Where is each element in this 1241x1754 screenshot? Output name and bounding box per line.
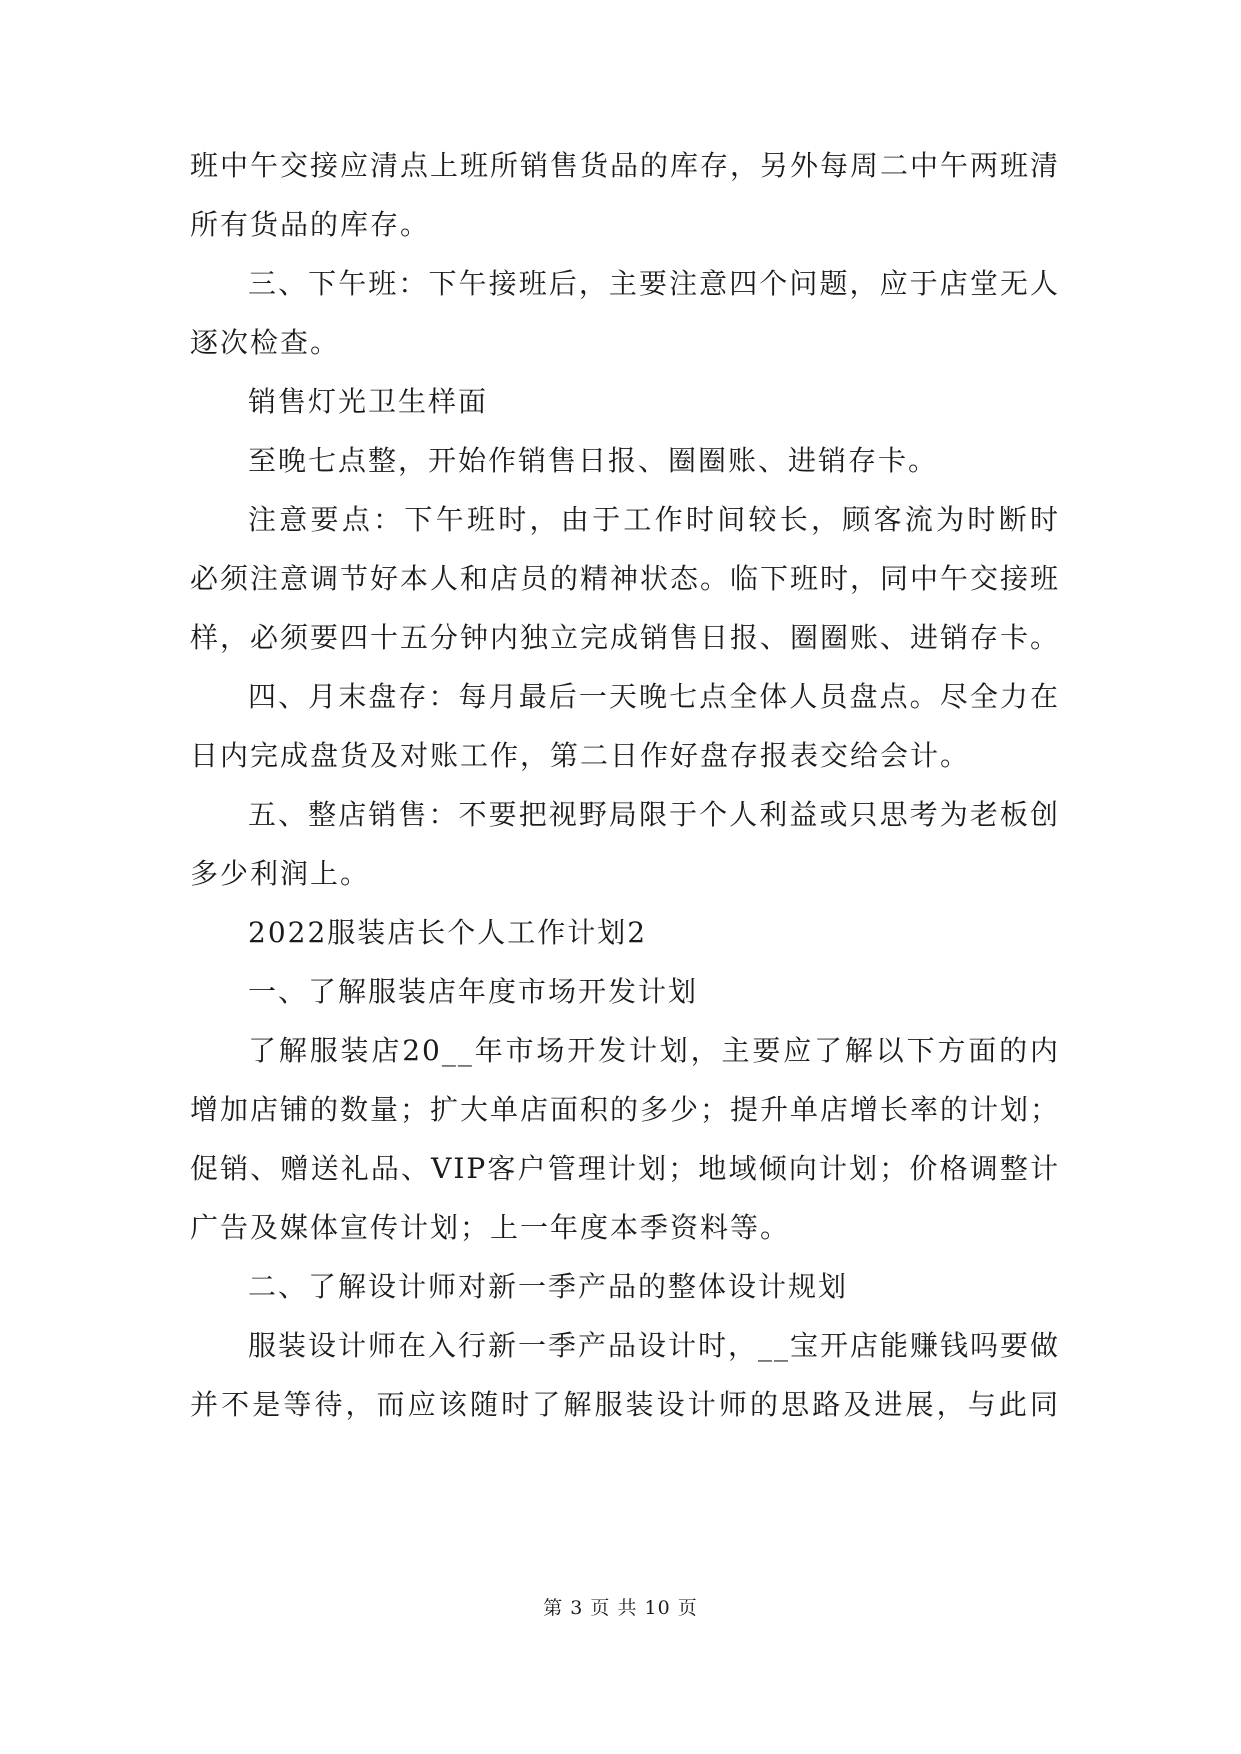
paragraph-line: 必须注意调节好本人和店员的精神状态。临下班时，同中午交接班 bbox=[190, 562, 1060, 595]
page-number-footer: 第 3 页 共 10 页 bbox=[543, 1597, 698, 1619]
paragraph-line: 增加店铺的数量；扩大单店面积的多少；提升单店增长率的计划； bbox=[190, 1093, 1060, 1126]
paragraph-line: 促销、赠送礼品、VIP客户管理计划；地域倾向计划；价格调整计 bbox=[190, 1152, 1060, 1185]
paragraph-line: 销售灯光卫生样面 bbox=[248, 385, 489, 418]
paragraph-line: 所有货品的库存。 bbox=[190, 208, 431, 241]
section-heading: 二、了解设计师对新一季产品的整体设计规划 bbox=[248, 1270, 849, 1303]
paragraph-line: 样，必须要四十五分钟内独立完成销售日报、圈圈账、进销存卡。 bbox=[190, 621, 1061, 654]
paragraph-line: 多少利润上。 bbox=[190, 857, 371, 890]
paragraph-line: 了解服装店20__年市场开发计划，主要应了解以下方面的内 bbox=[248, 1034, 1060, 1067]
paragraph-line: 日内完成盘货及对账工作，第二日作好盘存报表交给会计。 bbox=[190, 739, 971, 772]
paragraph-line: 班中午交接应清点上班所销售货品的库存，另外每周二中午两班清 bbox=[190, 149, 1060, 182]
paragraph-line: 逐次检查。 bbox=[190, 326, 341, 359]
paragraph-line: 注意要点：下午班时，由于工作时间较长，顾客流为时断时 bbox=[248, 503, 1060, 536]
paragraph-line: 至晚七点整，开始作销售日报、圈圈账、进销存卡。 bbox=[248, 444, 939, 477]
section-heading: 一、了解服装店年度市场开发计划 bbox=[248, 975, 699, 1008]
paragraph-line: 并不是等待，而应该随时了解服装设计师的思路及进展，与此同 bbox=[190, 1388, 1060, 1421]
paragraph-line: 五、整店销售：不要把视野局限于个人利益或只思考为老板创 bbox=[248, 798, 1060, 831]
section-heading: 2022服装店长个人工作计划2 bbox=[248, 916, 648, 949]
paragraph-line: 服装设计师在入行新一季产品设计时，__宝开店能赚钱吗要做 bbox=[248, 1329, 1060, 1362]
paragraph-line: 三、下午班：下午接班后，主要注意四个问题，应于店堂无人 bbox=[248, 267, 1060, 300]
paragraph-line: 四、月末盘存：每月最后一天晚七点全体人员盘点。尽全力在 bbox=[248, 680, 1060, 713]
paragraph-line: 广告及媒体宣传计划；上一年度本季资料等。 bbox=[190, 1211, 791, 1244]
